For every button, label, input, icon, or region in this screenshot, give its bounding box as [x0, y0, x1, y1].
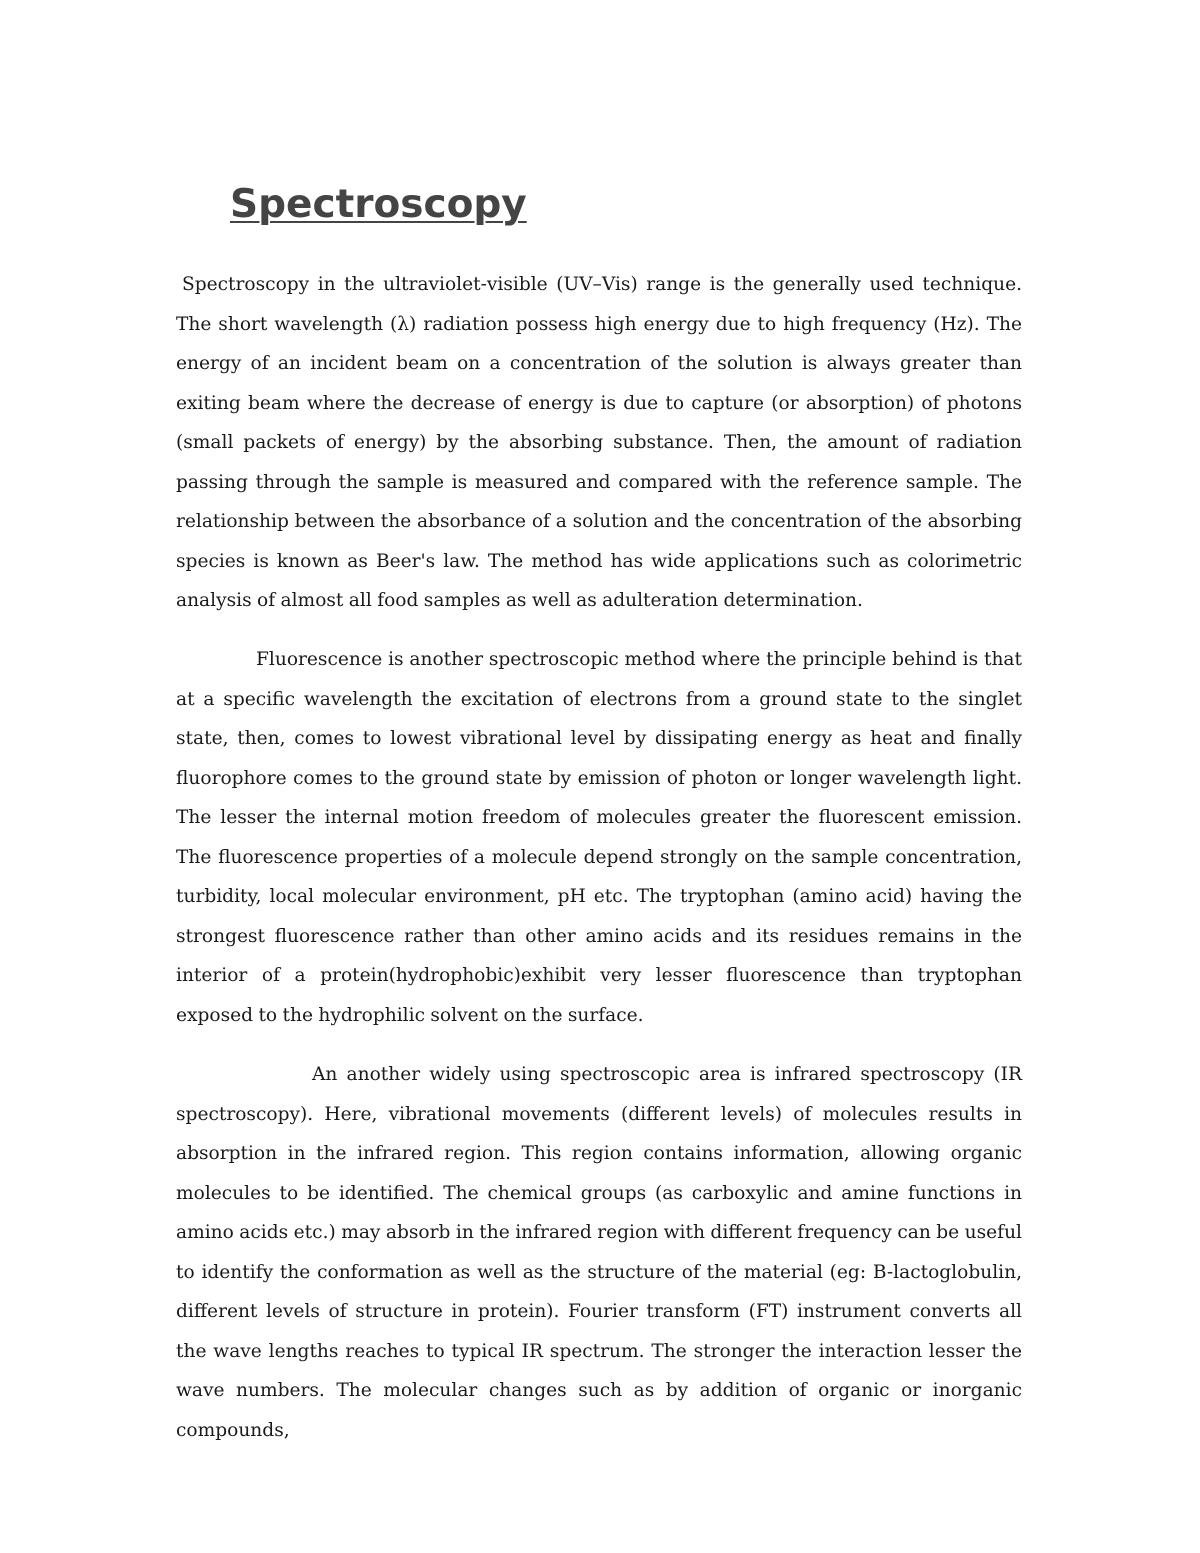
paragraph-uv-vis: Spectroscopy in the ultraviolet-visible (UV–Vis) range is the generally used technique. The short wavelength (λ) radiation possess high energy due to high frequency (Hz). The energy of an incident beam on a concentration of the solution is always greater than exiting beam where the decrease of energy is due to capture (or absorption) of photons (small packets of energy) by the absorbing substance. Then, the amount of radiation passing through the sample is measured and compared with the reference sample. The relationship between the absorbance of a solution and the concentration of the absorbing species is known as Beer's law. The method has wide applications such as colorimetric analysis of almost all food samples as well as adulteration determination. [176, 274, 1022, 611]
paragraph-infrared: An another widely using spectroscopic area is infrared spectroscopy (IR spectroscopy). Here, vibrational movements (different levels) of molecules results in absorption in the infrared region. This region contains information, allowing organic molecules to be identified. The chemical groups (as carboxylic and amine functions in amino acids etc.) may absorb in the infrared region with different frequency can be useful to identify the conformation as well as the structure of the material (eg: B-lactoglobulin, different levels of structure in protein). Fourier transform (FT) instrument converts all the wave lengths reaches to typical IR spectrum. The stronger the interaction lesser the wave numbers. The molecular changes such as by addition of organic or inorganic compounds, [176, 1064, 1022, 1441]
page-title: Spectroscopy [230, 182, 527, 227]
paragraph-fluorescence: Fluorescence is another spectroscopic method where the principle behind is that at a specific wavelength the excitation of electrons from a ground state to the singlet state, then, comes to lowest vibrational level by dissipating energy as heat and finally fluorophore comes to the ground state by emission of photon or longer wavelength light. The lesser the internal motion freedom of molecules greater the fluorescent emission. The fluorescence properties of a molecule depend strongly on the sample concentration, turbidity, local molecular environment, pH etc. The tryptophan (amino acid) having the strongest fluorescence rather than other amino acids and its residues remains in the interior of a protein(hydrophobic)exhibit very lesser fluorescence than tryptophan exposed to the hydrophilic solvent on the surface. [176, 649, 1022, 1026]
